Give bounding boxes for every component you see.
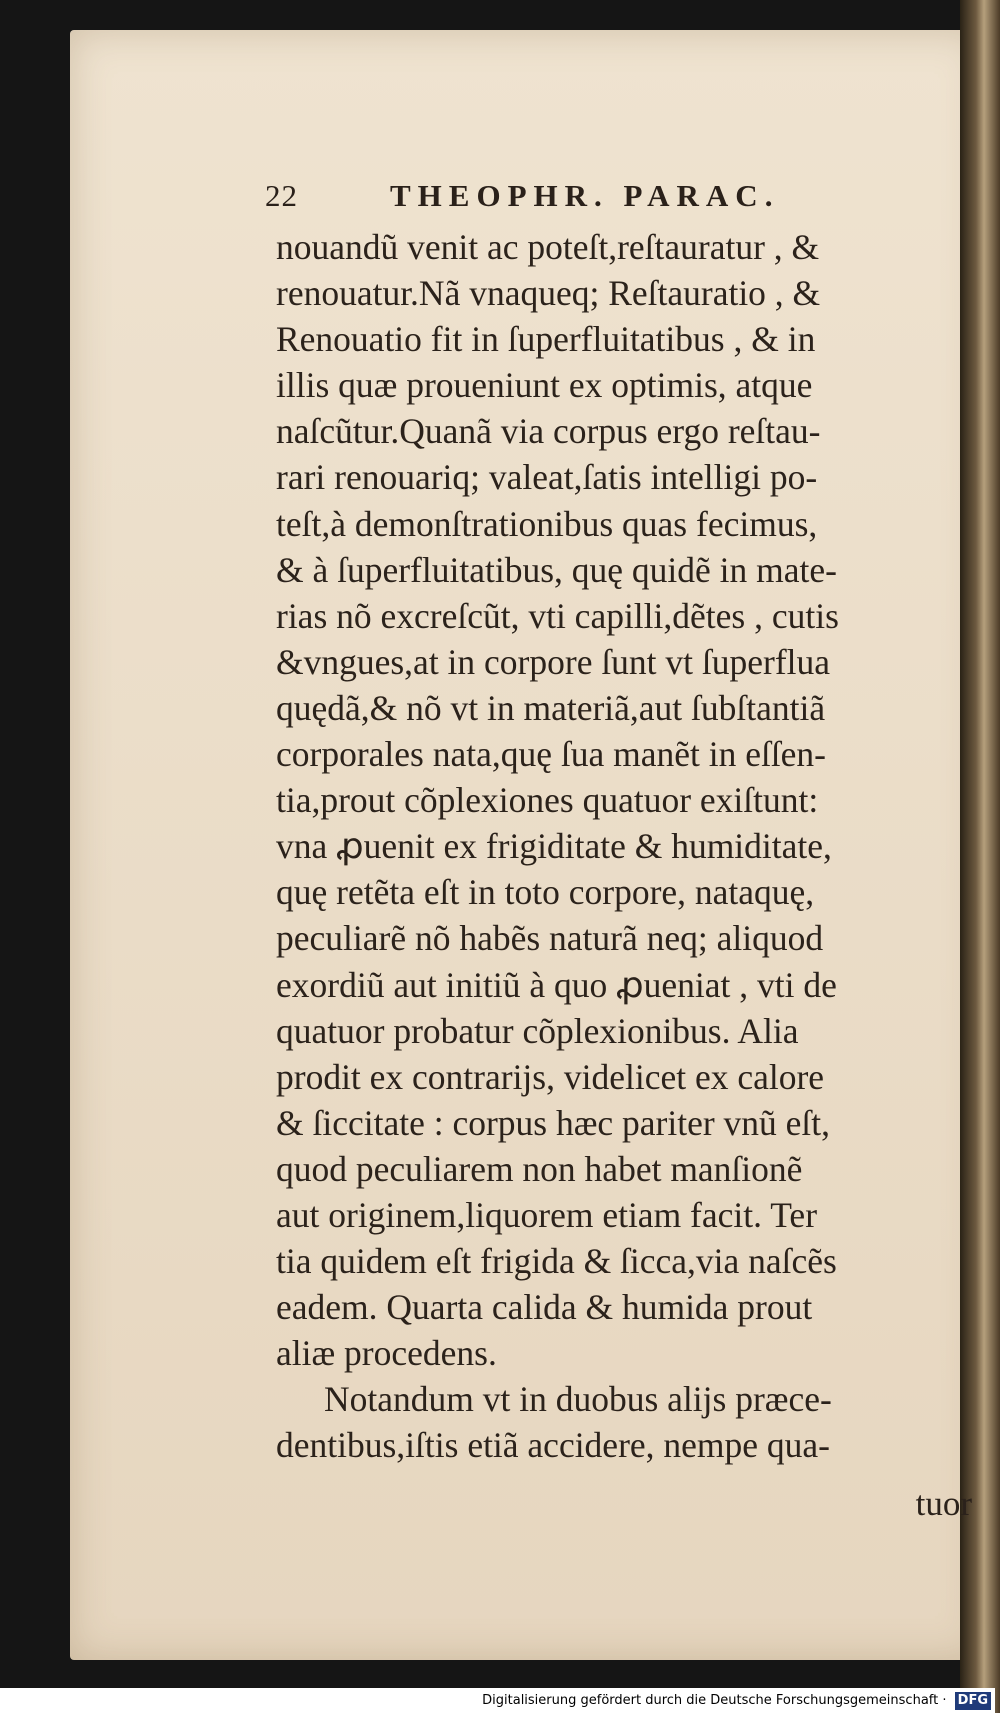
text-line: aliæ procedens. — [276, 1333, 497, 1374]
text-line: rias nõ excreſcũt, vti capilli,dẽtes , cutis — [276, 595, 839, 636]
text-line: aut originem,liquorem etiam facit. Ter — [276, 1194, 818, 1235]
text-line: Notandum vt in duobus alijs præce- — [324, 1379, 832, 1420]
page-number: 22 — [265, 178, 298, 213]
text-line: eadem. Quarta calida & humida prout — [276, 1287, 813, 1328]
text-line: naſcũtur.Quanã via corpus ergo reſtau- — [276, 411, 821, 452]
body-text — [276, 224, 976, 1466]
text-line: quatuor probatur cõplexionibus. Alia — [276, 1010, 799, 1051]
text-line: teſt,à demonſtrationibus quas fecimus, — [276, 503, 818, 544]
text-line: exordiũ aut initiũ à quo ꝓueniat , vti de — [276, 964, 837, 1005]
text-line: dentibus,iſtis etiã accidere, nempe qua- — [276, 1425, 830, 1466]
text-line: nouandũ venit ac poteſt,reſtauratur , & — [276, 227, 820, 267]
dfg-logo: DFG — [955, 1692, 991, 1710]
text-line: corporales nata,quę ſua manẽt in eſſen- — [276, 734, 827, 775]
footer-separator: · — [942, 1693, 947, 1708]
text-line: tia quidem eſt frigida & ſicca,via naſcẽs — [276, 1241, 837, 1282]
running-title: THEOPHR. PARAC. — [390, 178, 780, 213]
text-line: illis quæ proueniunt ex optimis, atque — [276, 365, 813, 406]
running-header — [265, 178, 895, 222]
text-line: &vngues,at in corpore ſunt vt ſuperflua — [276, 641, 831, 682]
text-line: peculiarẽ nõ habẽs naturã neq; aliquod — [276, 918, 824, 959]
text-line: & ſiccitate : corpus hæc pariter vnũ eſt, — [276, 1102, 831, 1143]
digitization-footer — [0, 1688, 995, 1713]
text-line: quę retẽta eſt in toto corpore, nataquę, — [276, 872, 815, 913]
catchword: tuor — [915, 1484, 972, 1523]
text-line: rari renouariq; valeat,ſatis intelligi po- — [276, 457, 818, 498]
text-line: tia,prout cõplexiones quatuor exiſtunt: — [276, 780, 819, 821]
text-line: vna ꝓuenit ex frigiditate & humiditate, — [276, 826, 832, 867]
text-line: quędã,& nõ vt in materiã,aut ſubſtantiã — [276, 687, 826, 728]
text-line: renouatur.Nã vnaqueq; Reſtauratio , & — [276, 273, 821, 314]
text-line: & à ſuperfluitatibus, quę quidẽ in mate- — [276, 549, 837, 590]
footer-credit: Digitalisierung gefördert durch die Deutsche Forschungsgemeinschaft — [482, 1693, 939, 1708]
text-line: Renouatio fit in ſuperfluitatibus , & in — [276, 319, 816, 360]
text-line: prodit ex contrarijs, videlicet ex calore — [276, 1056, 825, 1097]
text-line: quod peculiarem non habet manſionẽ — [276, 1148, 803, 1189]
